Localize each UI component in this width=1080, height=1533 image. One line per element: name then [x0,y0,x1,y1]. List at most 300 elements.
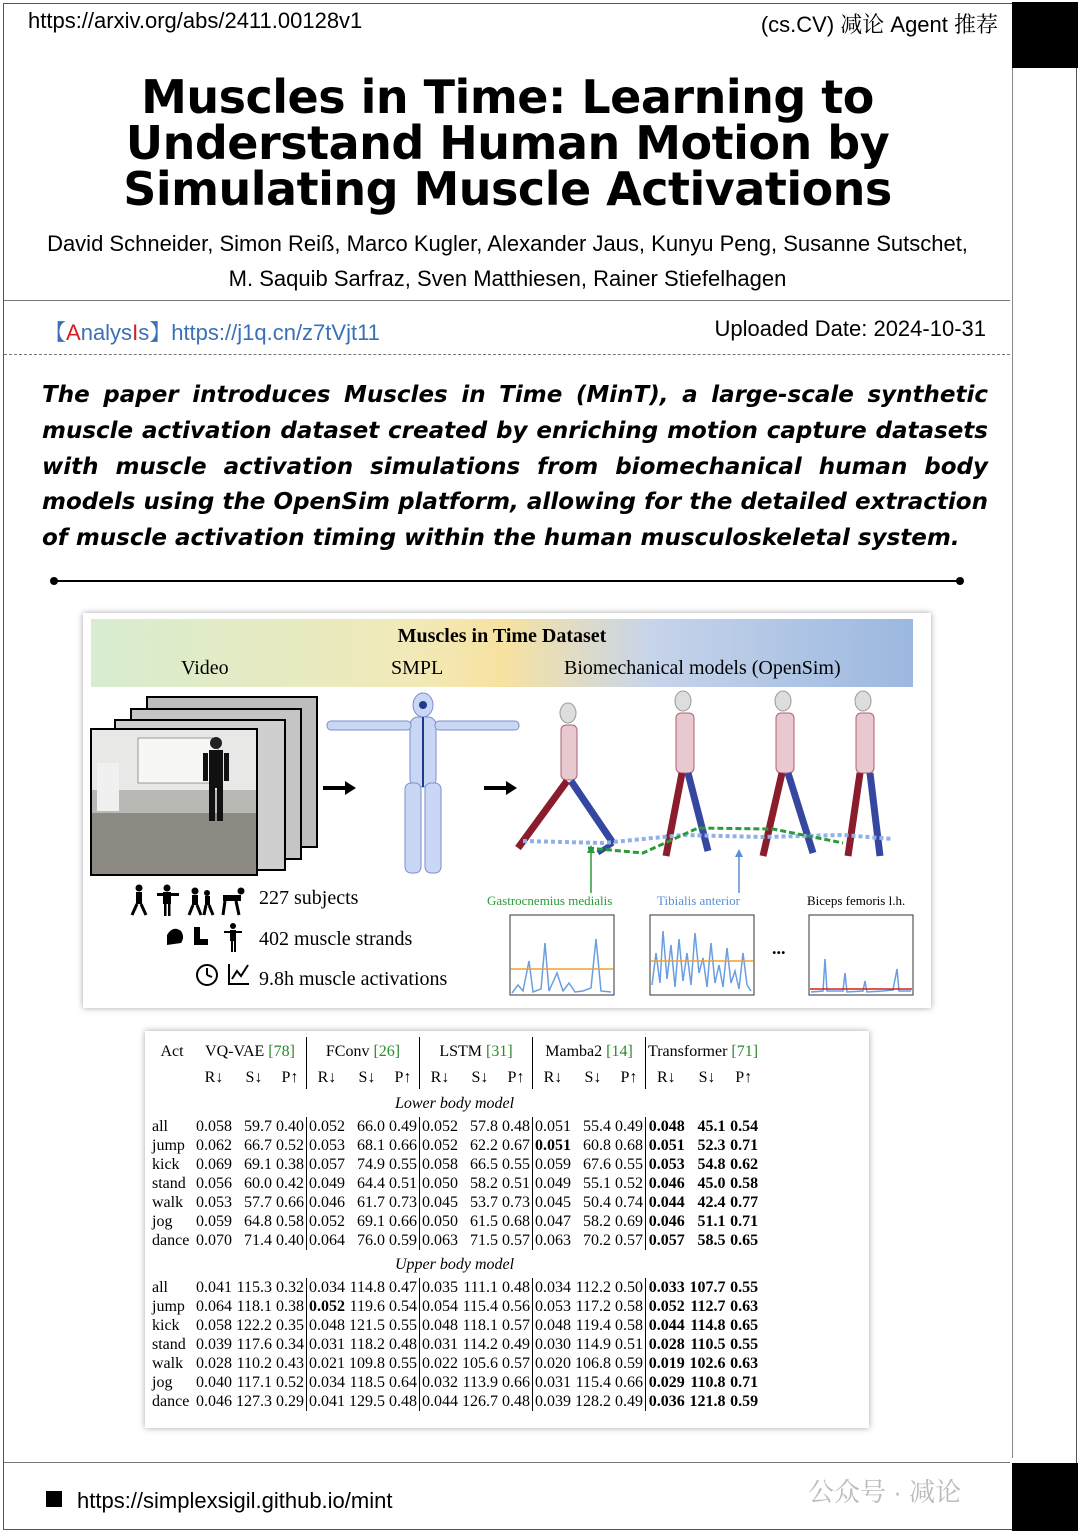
table-cell: 0.031 [307,1335,348,1354]
table-cell: 118.1 [236,1298,272,1315]
table-cell: 0.041 [307,1392,348,1411]
table-cell: 0.57 [502,1355,530,1372]
metric-header: S↓ [698,1068,716,1086]
table-cell: 113.9 [462,1374,498,1391]
table-cell: 0.68 [615,1137,643,1154]
table-cell: 0.51 [615,1336,643,1353]
row-activity: jog [152,1213,173,1230]
table-cell: 66.7 [244,1137,272,1154]
row-activity: kick [152,1156,180,1173]
metric-header: S↓ [358,1068,376,1086]
table-row [149,1174,760,1193]
table-cell: 0.064 [307,1231,348,1250]
table-cell: 0.34 [276,1336,304,1353]
table-cell: 70.2 [583,1232,611,1249]
footer-separator [4,1462,1010,1463]
table-cell: 117.6 [236,1336,272,1353]
table-cell: 0.032 [420,1373,461,1392]
table-cell: 0.019 [646,1354,687,1373]
table-cell: 114.8 [349,1279,385,1296]
row-activity: jump [152,1298,185,1315]
clock-icon [197,965,217,985]
label-biceps-femoris: Biceps femoris l.h. [807,893,906,908]
table-cell: 0.62 [730,1156,759,1173]
row-activity: all [152,1279,168,1296]
table-cell: 118.5 [349,1374,385,1391]
activation-plot-biceps [809,915,913,995]
table-cell: 111.1 [463,1279,498,1296]
table-cell: 0.044 [646,1193,687,1212]
table-cell: 64.8 [244,1213,272,1230]
table-cell: 127.3 [236,1393,272,1410]
model-citation[interactable]: [71] [731,1042,759,1060]
right-margin-strip [1012,68,1078,1458]
table-cell: 0.046 [196,1393,232,1410]
table-cell: 53.7 [470,1194,498,1211]
model-citation[interactable]: [14] [606,1042,633,1060]
metric-header: R↓ [533,1065,574,1089]
table-cell: 69.1 [357,1213,385,1230]
table-cell: 66.0 [357,1118,385,1135]
table-cell: 0.050 [420,1212,461,1231]
table-cell: 0.020 [533,1354,574,1373]
table-cell: 0.67 [502,1137,530,1154]
label-video: Video [181,657,229,679]
table-cell: 0.044 [646,1316,687,1335]
table-cell: 0.51 [389,1175,417,1192]
table-cell: 0.069 [196,1156,232,1173]
muscle-icons [167,923,242,952]
table-cell: 0.49 [615,1118,643,1135]
model-name: Transformer [648,1042,728,1060]
table-cell: 42.4 [697,1194,726,1211]
table-cell: 115.3 [236,1279,272,1296]
table-cell: 64.4 [357,1175,385,1192]
table-cell: 51.1 [697,1213,726,1230]
table-cell: 0.77 [730,1194,759,1211]
table-cell: 0.74 [615,1194,643,1211]
separator-line-dashed [4,354,1010,355]
analysis-url[interactable]: https://j1q.cn/z7tVjt11 [171,320,380,345]
table-cell: 0.48 [502,1118,530,1135]
table-cell: 0.49 [389,1118,417,1135]
table-cell: 60.8 [583,1137,611,1154]
table-cell: 71.5 [470,1232,498,1249]
model-citation[interactable]: [78] [268,1042,295,1060]
table-cell: 0.057 [646,1231,687,1250]
category-label: (cs.CV) 减论 Agent 推荐 [760,12,998,37]
table-cell: 0.68 [502,1213,530,1230]
table-cell: 0.63 [730,1355,759,1372]
table-cell: 0.35 [276,1317,304,1334]
stat-subjects: 227 subjects [259,887,359,909]
video-frame-scene [92,730,256,874]
section-title: Lower body model [394,1094,515,1112]
section-divider [54,580,960,582]
table-cell: 119.6 [349,1298,385,1315]
table-cell: 121.8 [689,1393,726,1410]
model-name: LSTM [439,1042,482,1060]
table-cell: 45.0 [697,1175,726,1192]
table-cell: 0.034 [307,1278,348,1297]
table-cell: 0.43 [276,1355,304,1372]
metric-header: R↓ [204,1068,224,1086]
table-cell: 0.059 [196,1213,232,1230]
analysis-link[interactable]: 【AnalysIs】https://j1q.cn/z7tVjt11 [44,320,380,345]
table-cell: 0.58 [730,1175,759,1192]
results-table-image [145,1031,869,1428]
table-cell: 0.045 [420,1193,461,1212]
figure-title: Muscles in Time Dataset [397,625,607,647]
table-cell: 0.058 [420,1155,461,1174]
table-cell: 0.036 [646,1392,687,1411]
upload-date: Uploaded Date: 2024-10-31 [714,316,986,341]
table-cell: 69.1 [244,1156,272,1173]
table-row [149,1392,760,1411]
section-row [149,1089,760,1117]
table-cell: 0.65 [730,1232,759,1249]
table-cell: 0.028 [646,1335,687,1354]
table-cell: 0.48 [389,1393,417,1410]
table-cell: 0.40 [276,1118,304,1135]
table-cell: 106.8 [575,1355,611,1372]
table-cell: 0.049 [307,1174,348,1193]
table-cell: 0.65 [730,1317,759,1334]
table-cell: 0.55 [502,1156,530,1173]
table-cell: 119.4 [575,1317,611,1334]
table-cell: 121.5 [349,1317,385,1334]
table-cell: 0.031 [420,1335,461,1354]
table-cell: 0.063 [420,1231,461,1250]
table-cell: 58.5 [697,1232,726,1249]
table-cell: 0.070 [196,1232,232,1249]
table-cell: 0.054 [420,1297,461,1316]
activation-plot-tibialis [650,915,754,995]
table-cell: 0.55 [389,1355,417,1372]
table-cell: 0.058 [196,1317,232,1334]
model-header [194,1037,307,1065]
table-cell: 0.059 [533,1155,574,1174]
table-cell: 0.057 [307,1155,348,1174]
table-cell: 122.2 [236,1317,272,1334]
table-cell: 0.035 [420,1278,461,1297]
table-cell: 115.4 [462,1298,498,1315]
table-cell: 0.047 [533,1212,574,1231]
row-activity: stand [152,1175,186,1192]
table-cell: 0.66 [276,1194,304,1211]
metric-header: R↓ [420,1065,461,1089]
table-row [149,1316,760,1335]
table-cell: 68.1 [357,1137,385,1154]
table-cell: 0.57 [615,1232,643,1249]
section-title: Upper body model [394,1255,515,1273]
table-cell: 129.5 [349,1393,385,1410]
metric-header: P↑ [507,1068,525,1086]
model-name: FConv [325,1042,370,1060]
row-activity: jog [152,1374,173,1391]
table-cell: 0.058 [196,1118,232,1135]
metric-header-row [149,1065,760,1089]
stat-activations: 9.8h muscle activations [259,968,448,990]
table-cell: 0.66 [389,1213,417,1230]
table-cell: 0.52 [615,1175,643,1192]
table-cell: 0.048 [646,1117,687,1136]
table-cell: 67.6 [583,1156,611,1173]
activation-plot-gastrocnemius [510,915,614,995]
table-cell: 0.48 [502,1393,530,1410]
table-cell: 128.2 [575,1393,611,1410]
metric-header: R↓ [646,1065,687,1089]
row-activity: walk [152,1194,184,1211]
table-cell: 0.49 [615,1393,643,1410]
table-cell: 59.7 [244,1118,272,1135]
table-cell: 0.71 [730,1213,759,1230]
table-cell: 0.051 [533,1117,574,1136]
metric-header-spacer [149,1065,194,1089]
smpl-body [327,693,519,873]
table-cell: 114.9 [575,1336,611,1353]
table-cell: 0.034 [307,1373,348,1392]
table-cell: 66.5 [470,1156,498,1173]
table-cell: 0.044 [420,1392,461,1411]
row-activity: kick [152,1317,180,1334]
table-cell: 114.2 [462,1336,498,1353]
table-cell: 0.73 [502,1194,530,1211]
row-activity: stand [152,1336,186,1353]
dataset-figure [83,613,931,1008]
table-cell: 0.030 [533,1335,574,1354]
table-row [149,1354,760,1373]
metric-header: R↓ [307,1065,348,1089]
arxiv-url[interactable]: https://arxiv.org/abs/2411.00128v1 [28,8,363,33]
table-cell: 0.38 [276,1298,304,1315]
model-name: Mamba2 [545,1042,603,1060]
table-cell: 0.42 [276,1175,304,1192]
table-cell: 0.039 [196,1336,232,1353]
paper-authors: David Schneider, Simon Reiß, Marco Kugler, Alexander Jaus, Kunyu Peng, Susanne Sutschet, M. Saquib Sarfraz, Sven Matthiesen, Rainer Stiefelhagen [47,231,968,291]
table-cell: 0.55 [730,1279,759,1296]
table-cell: 0.048 [420,1316,461,1335]
paper-title: Muscles in Time: Learning to Understand Human Motion by Simulating Muscle Activations [123,70,892,216]
metric-header: P↑ [281,1068,299,1086]
table-cell: 0.38 [276,1156,304,1173]
model-header [533,1037,646,1065]
table-cell: 0.034 [533,1278,574,1297]
table-cell: 0.028 [196,1355,232,1372]
table-cell: 0.58 [615,1317,643,1334]
table-cell: 0.039 [533,1392,574,1411]
table-cell: 0.49 [502,1336,530,1353]
table-row [149,1373,760,1392]
table-cell: 0.55 [389,1156,417,1173]
table-cell: 0.54 [730,1118,759,1135]
table-cell: 0.48 [502,1279,530,1296]
table-cell: 58.2 [583,1213,611,1230]
table-header-row [149,1037,760,1065]
people-icon [132,885,245,917]
label-smpl: SMPL [391,657,444,679]
project-url[interactable]: https://simplexsigil.github.io/mint [77,1488,393,1513]
table-cell: 0.046 [307,1193,348,1212]
table-cell: 102.6 [689,1355,726,1372]
table-cell: 57.7 [244,1194,272,1211]
table-cell: 0.64 [389,1374,417,1391]
metric-header: P↑ [735,1068,753,1086]
table-cell: 61.5 [470,1213,498,1230]
table-row [149,1335,760,1354]
table-cell: 0.56 [502,1298,530,1315]
table-cell: 0.052 [646,1297,687,1316]
table-cell: 0.69 [615,1213,643,1230]
table-cell: 0.59 [615,1355,643,1372]
metric-header: S↓ [584,1068,602,1086]
label-tibialis: Tibialis anterior [657,893,740,908]
table-cell: 0.73 [389,1194,417,1211]
table-cell: 0.063 [533,1231,574,1250]
table-cell: 114.8 [690,1317,726,1334]
table-cell: 0.71 [730,1137,759,1154]
table-cell: 0.046 [646,1212,687,1231]
table-cell: 0.51 [502,1175,530,1192]
table-cell: 115.4 [575,1374,611,1391]
table-cell: 0.040 [196,1374,232,1391]
results-table [149,1037,760,1411]
table-cell: 0.52 [276,1137,304,1154]
row-activity: jump [152,1137,185,1154]
table-row [149,1297,760,1316]
table-cell: 0.29 [276,1393,304,1410]
table-cell: 0.66 [502,1374,530,1391]
table-cell: 0.71 [730,1374,759,1391]
table-cell: 0.062 [196,1137,232,1154]
footer-bullet [46,1491,62,1507]
table-cell: 0.053 [307,1136,348,1155]
table-cell: 105.6 [462,1355,498,1372]
table-cell: 0.59 [389,1232,417,1249]
model-citation[interactable]: [26] [373,1042,401,1060]
corner-block-top [1012,2,1078,68]
table-cell: 0.052 [307,1297,348,1316]
label-gastrocnemius: Gastrocnemius medialis [487,893,613,908]
table-row [149,1212,760,1231]
table-cell: 74.9 [357,1156,385,1173]
table-row [149,1231,760,1250]
metric-header: P↑ [620,1068,638,1086]
watermark: 公众号 · 减论 [808,1477,962,1507]
table-cell: 0.32 [276,1279,304,1296]
figure-graphics [83,613,931,1008]
model-name: VQ-VAE [205,1042,265,1060]
table-cell: 0.55 [615,1156,643,1173]
model-citation[interactable]: [31] [486,1042,513,1060]
row-activity: all [152,1118,168,1135]
opensim-skeletons [518,691,893,893]
plot-ellipsis: ... [772,938,786,958]
table-cell: 117.2 [575,1298,611,1315]
table-cell: 55.1 [583,1175,611,1192]
model-header [307,1037,420,1065]
table-cell: 50.4 [583,1194,611,1211]
table-cell: 0.053 [646,1155,687,1174]
table-cell: 0.050 [420,1174,461,1193]
table-cell: 0.049 [533,1174,574,1193]
separator-line [4,300,1010,301]
table-cell: 0.051 [533,1136,574,1155]
table-cell: 118.1 [462,1317,498,1334]
row-activity: dance [152,1393,190,1410]
act-header: Act [160,1042,184,1060]
table-cell: 0.031 [533,1373,574,1392]
table-cell: 54.8 [697,1156,726,1173]
corner-block-bottom [1012,1463,1078,1531]
model-header [646,1037,761,1065]
table-cell: 0.58 [615,1298,643,1315]
table-cell: 0.58 [276,1213,304,1230]
table-cell: 118.2 [349,1336,385,1353]
chart-icon [229,964,249,984]
table-cell: 0.52 [276,1374,304,1391]
table-cell: 110.2 [236,1355,272,1372]
metric-header: S↓ [471,1068,489,1086]
table-cell: 0.54 [389,1298,417,1315]
table-cell: 0.052 [420,1117,461,1136]
model-header [420,1037,533,1065]
table-cell: 0.053 [196,1194,232,1211]
table-cell: 112.7 [690,1298,726,1315]
table-cell: 110.8 [690,1374,726,1391]
row-activity: walk [152,1355,184,1372]
table-cell: 0.052 [307,1212,348,1231]
table-cell: 0.40 [276,1232,304,1249]
table-cell: 0.053 [533,1297,574,1316]
table-cell: 0.041 [196,1279,232,1296]
row-activity: dance [152,1232,190,1249]
table-cell: 61.7 [357,1194,385,1211]
table-cell: 0.57 [502,1232,530,1249]
table-row [149,1155,760,1174]
table-cell: 76.0 [357,1232,385,1249]
paper-summary: The paper introduces Muscles in Time (MinT), a large-scale synthetic muscle activation dataset created by enriching motion capture datasets with muscle activation simulations from biomechanical human body models using the OpenSim platform, allowing for the detailed extraction of muscle activation timing within the human musculoskeletal system. [42,382,988,552]
table-cell: 52.3 [697,1137,726,1154]
table-cell: 60.0 [244,1175,272,1192]
table-cell: 58.2 [470,1175,498,1192]
metric-header: P↑ [394,1068,412,1086]
table-cell: 126.7 [462,1393,498,1410]
table-cell: 55.4 [583,1118,611,1135]
table-cell: 57.8 [470,1118,498,1135]
section-row [149,1250,760,1278]
table-cell: 0.051 [646,1136,687,1155]
table-cell: 107.7 [689,1279,726,1296]
stat-muscle-strands: 402 muscle strands [259,928,413,950]
table-cell: 0.052 [307,1117,348,1136]
table-cell: 71.4 [244,1232,272,1249]
table-cell: 0.048 [307,1316,348,1335]
table-cell: 0.048 [533,1316,574,1335]
table-cell: 0.052 [420,1136,461,1155]
table-cell: 109.8 [349,1355,385,1372]
table-cell: 0.47 [389,1279,417,1296]
table-cell: 0.022 [420,1354,461,1373]
table-cell: 0.55 [730,1336,759,1353]
table-cell: 0.66 [615,1374,643,1391]
table-cell: 117.1 [236,1374,272,1391]
table-cell: 0.55 [389,1317,417,1334]
table-cell: 62.2 [470,1137,498,1154]
table-cell: 45.1 [697,1118,726,1135]
table-cell: 0.57 [502,1317,530,1334]
table-cell: 0.66 [389,1137,417,1154]
